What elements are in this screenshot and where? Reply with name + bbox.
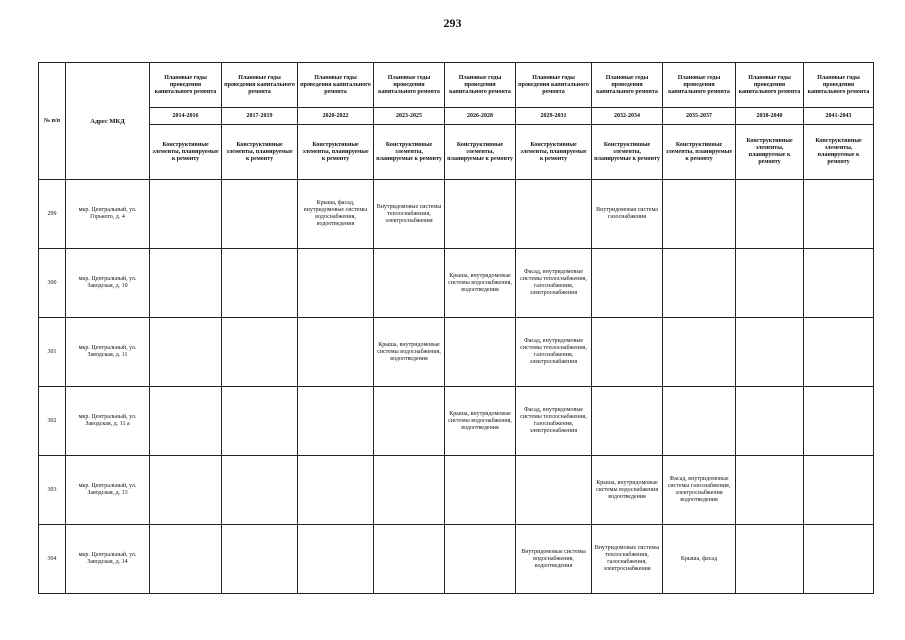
header-row-periods (39, 63, 874, 108)
row-number: 302 (39, 387, 66, 456)
repair-cell (804, 525, 874, 594)
header-elements: Конструктивные элементы, планируемые к ремонту (374, 125, 445, 180)
table-row (39, 456, 874, 525)
header-period: Плановые годы проведения капитального ремонта (804, 63, 874, 108)
repair-cell: Фасад, внутридомовые системы теплоснабжения, газоснабжения, электроснабжения (516, 249, 592, 318)
repair-cell: Внутридомовые системы теплоснабжения, электроснабжения (374, 180, 445, 249)
header-period: Плановые годы проведения капитального ремонта (736, 63, 804, 108)
repair-cell (222, 456, 298, 525)
repair-cell (663, 249, 736, 318)
repair-cell (374, 456, 445, 525)
table-row (39, 318, 874, 387)
header-years: 2041-2043 (804, 108, 874, 125)
repair-cell (374, 249, 445, 318)
repair-cell (150, 387, 222, 456)
header-num: № п/п (39, 63, 66, 180)
header-elements: Конструктивные элементы, планируемые к ремонту (736, 125, 804, 180)
repair-cell (804, 180, 874, 249)
repair-cell (150, 456, 222, 525)
header-elements: Конструктивные элементы, планируемые к ремонту (445, 125, 516, 180)
repair-cell (298, 318, 374, 387)
header-row-elements (39, 125, 874, 180)
repair-cell: Фасад, внутридомовые системы теплоснабжения, газоснабжения, электроснабжения (516, 318, 592, 387)
header-years: 2026-2028 (445, 108, 516, 125)
table-row (39, 180, 874, 249)
repair-cell (804, 249, 874, 318)
repair-cell (736, 180, 804, 249)
header-period: Плановые годы проведения капитального ремонта (150, 63, 222, 108)
repair-cell (222, 180, 298, 249)
repair-cell (592, 249, 663, 318)
repair-cell: Крыша, фасад, внутридомовые системы водоснабжения, водоотведения (298, 180, 374, 249)
repair-cell (222, 525, 298, 594)
repair-cell (516, 180, 592, 249)
header-address: Адрес МКД (66, 63, 150, 180)
repair-cell: Внутридомовая система газоснабжения (592, 180, 663, 249)
header-period: Плановые годы проведения капитального ремонта (592, 63, 663, 108)
table-row (39, 525, 874, 594)
row-number: 303 (39, 456, 66, 525)
repair-cell (736, 456, 804, 525)
repair-cell (222, 318, 298, 387)
repair-cell (445, 456, 516, 525)
header-elements: Конструктивные элементы, планируемые к ремонту (298, 125, 374, 180)
repair-cell (222, 249, 298, 318)
repair-cell (298, 456, 374, 525)
table-row (39, 249, 874, 318)
repair-cell: Крыша, внутридомовые системы водоснабжения, водоотведения (445, 387, 516, 456)
repair-cell (663, 318, 736, 387)
repair-cell: Внутридомовые системы водоснабжения, водоотведения (516, 525, 592, 594)
header-years: 2029-2031 (516, 108, 592, 125)
header-years: 2023-2025 (374, 108, 445, 125)
header-years: 2038-2040 (736, 108, 804, 125)
header-elements: Конструктивные элементы, планируемые к ремонту (150, 125, 222, 180)
row-number: 304 (39, 525, 66, 594)
capital-repair-table (38, 62, 874, 594)
repair-cell (298, 387, 374, 456)
repair-cell (298, 249, 374, 318)
repair-cell (445, 318, 516, 387)
header-years: 2014-2016 (150, 108, 222, 125)
header-period: Плановые годы проведения капитального ремонта (298, 63, 374, 108)
header-period: Плановые годы проведения капитального ремонта (663, 63, 736, 108)
header-elements: Конструктивные элементы, планируемые к ремонту (804, 125, 874, 180)
repair-cell (736, 525, 804, 594)
repair-cell (374, 525, 445, 594)
repair-cell (736, 249, 804, 318)
repair-cell (298, 525, 374, 594)
repair-cell: Фасад, внутридомовые системы теплоснабжения, газоснабжения, электроснабжения (516, 387, 592, 456)
row-address: мкр. Центральный, ул. Заводская, д. 11 а (66, 387, 150, 456)
header-period: Плановые годы проведения капитального ремонта (445, 63, 516, 108)
row-address: мкр. Центральный, ул. Горького, д. 4 (66, 180, 150, 249)
repair-cell: Крыша, внутридомовые системы водоснабжения, водоотведения (445, 249, 516, 318)
table-row (39, 387, 874, 456)
row-number: 300 (39, 249, 66, 318)
header-period: Плановые годы проведения капитального ремонта (222, 63, 298, 108)
repair-cell (736, 318, 804, 387)
repair-cell (222, 387, 298, 456)
header-years: 2020-2022 (298, 108, 374, 125)
header-period: Плановые годы проведения капитального ремонта (374, 63, 445, 108)
repair-cell (736, 387, 804, 456)
row-address: мкр. Центральный, ул. Заводская, д. 14 (66, 525, 150, 594)
repair-cell (592, 387, 663, 456)
row-address: мкр. Центральный, ул. Заводская, д. 11 (66, 318, 150, 387)
repair-cell (445, 525, 516, 594)
repair-cell (445, 180, 516, 249)
header-row-years (39, 108, 874, 125)
repair-cell (804, 387, 874, 456)
repair-cell (592, 318, 663, 387)
repair-cell (516, 456, 592, 525)
repair-cell (150, 318, 222, 387)
header-elements: Конструктивные элементы, планируемые к ремонту (663, 125, 736, 180)
repair-cell (663, 180, 736, 249)
row-number: 299 (39, 180, 66, 249)
header-period: Плановые годы проведения капитального ремонта (516, 63, 592, 108)
header-years: 2017-2019 (222, 108, 298, 125)
repair-cell (374, 387, 445, 456)
repair-cell: Внутридомовые системы теплоснабжения, газоснабжения, электроснабжения (592, 525, 663, 594)
header-years: 2035-2037 (663, 108, 736, 125)
repair-cell (150, 180, 222, 249)
header-elements: Конструктивные элементы, планируемые к ремонту (516, 125, 592, 180)
row-number: 301 (39, 318, 66, 387)
repair-cell (804, 456, 874, 525)
repair-cell (804, 318, 874, 387)
page-number: 293 (443, 16, 462, 30)
repair-cell (150, 525, 222, 594)
row-address: мкр. Центральный, ул. Заводская, д. 13 (66, 456, 150, 525)
repair-cell: Крыша, внутридомовые системы водоснабжения, водоотведения (374, 318, 445, 387)
header-elements: Конструктивные элементы, планируемые к ремонту (592, 125, 663, 180)
header-elements: Конструктивные элементы, планируемые к ремонту (222, 125, 298, 180)
repair-cell: Фасад, внутридомовые системы газоснабжения, электроснабжения водоотведения (663, 456, 736, 525)
repair-cell (150, 249, 222, 318)
repair-cell: Крыша, фасад (663, 525, 736, 594)
repair-cell: Крыша, внутридомовые системы водоснабжения водоотведения (592, 456, 663, 525)
repair-cell (663, 387, 736, 456)
row-address: мкр. Центральный, ул. Заводская, д. 10 (66, 249, 150, 318)
header-years: 2032-2034 (592, 108, 663, 125)
